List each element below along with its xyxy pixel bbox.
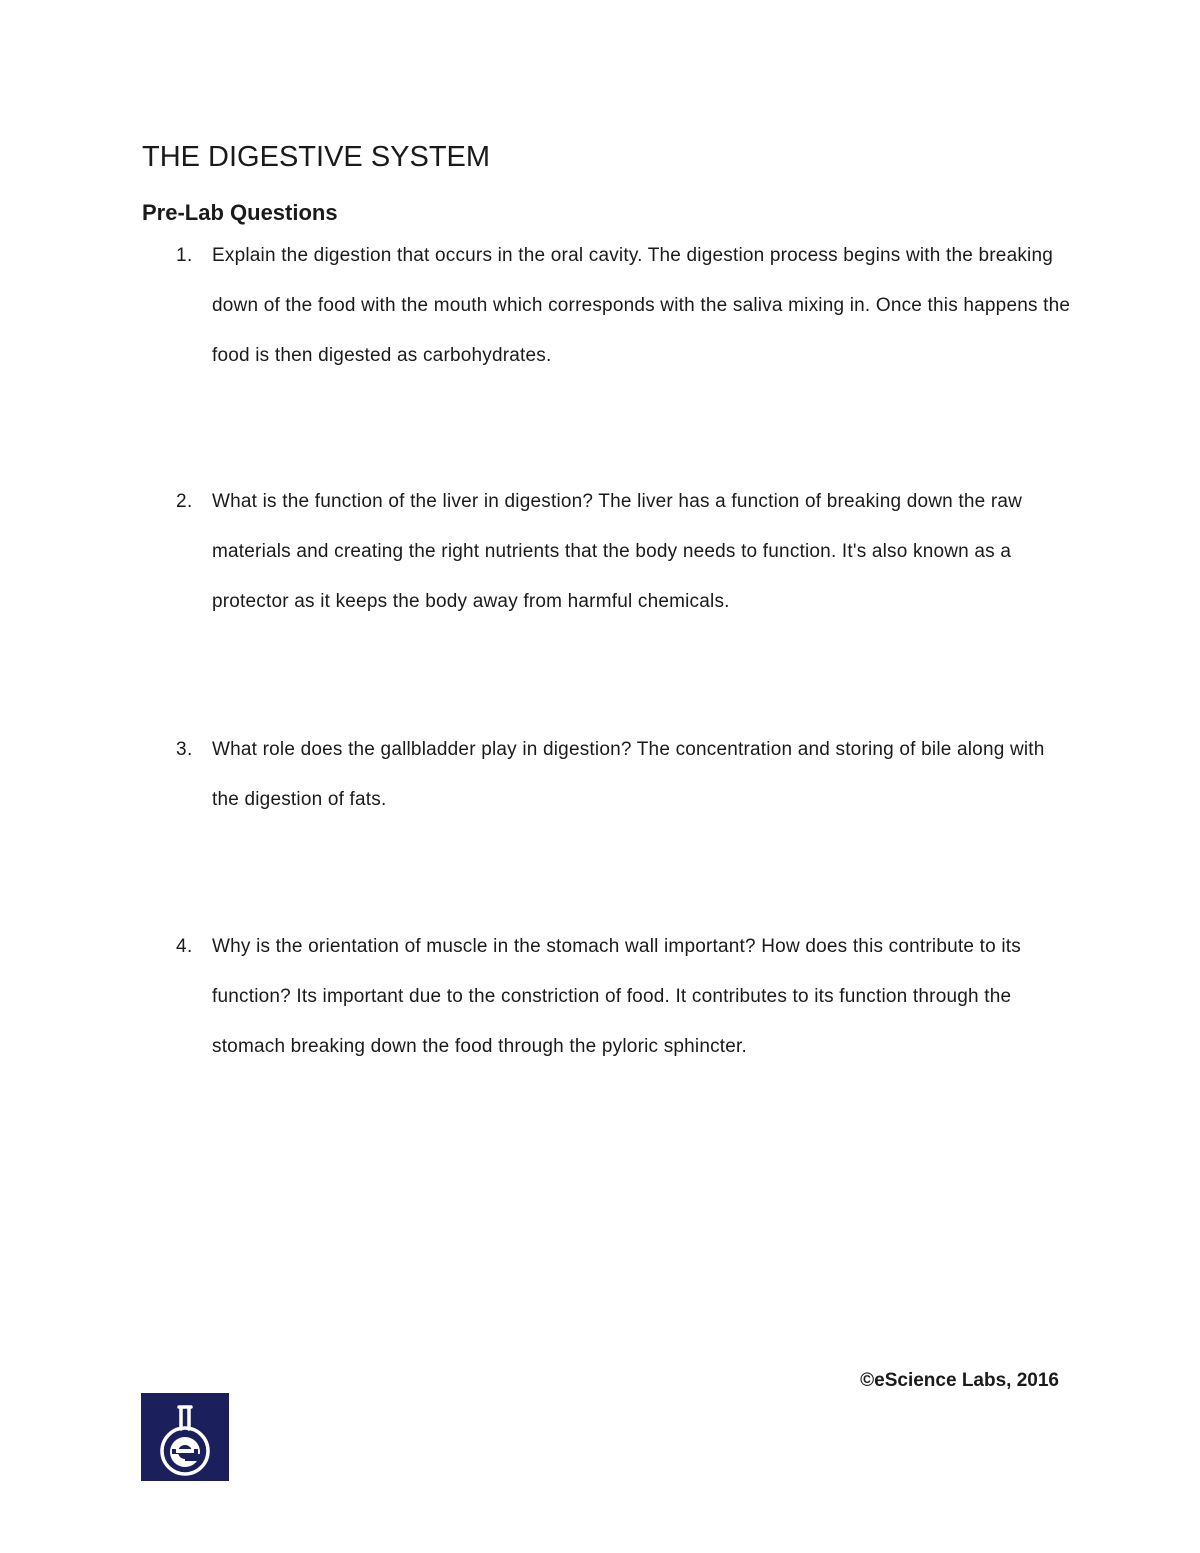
- question-number: 2.: [176, 491, 193, 512]
- question-text: What is the function of the liver in digestion? The liver has a function of breaking down the raw materials and creating the right nutrients that the body needs to function. It's also known as a protector as it keeps the body away from harmful chemicals.: [212, 491, 1023, 612]
- question-number: 3.: [176, 739, 193, 760]
- question-number: 4.: [176, 936, 193, 957]
- question-text: Why is the orientation of muscle in the stomach wall important? How does this contribute to its function? Its important due to the constriction of food. It contributes to its function through the stomach breaking down the food through the pyloric sphincter.: [212, 936, 1021, 1057]
- question-text: What role does the gallbladder play in digestion? The concentration and storing of bile along with the digestion of fats.: [212, 739, 1045, 810]
- section-heading-pre-lab: Pre-Lab Questions: [142, 200, 338, 225]
- escience-logo: [141, 1393, 229, 1481]
- question-number: 1.: [176, 245, 193, 266]
- copyright-notice: ©eScience Labs, 2016: [860, 1370, 1059, 1391]
- question-text: Explain the digestion that occurs in the oral cavity. The digestion process begins with the breaking down of the food with the mouth which corresponds with the saliva mixing in. Once this happens the food is then digested as carbohydrates.: [212, 245, 1071, 366]
- flask-e-logo-icon: [141, 1393, 229, 1481]
- page-title: THE DIGESTIVE SYSTEM: [142, 141, 491, 173]
